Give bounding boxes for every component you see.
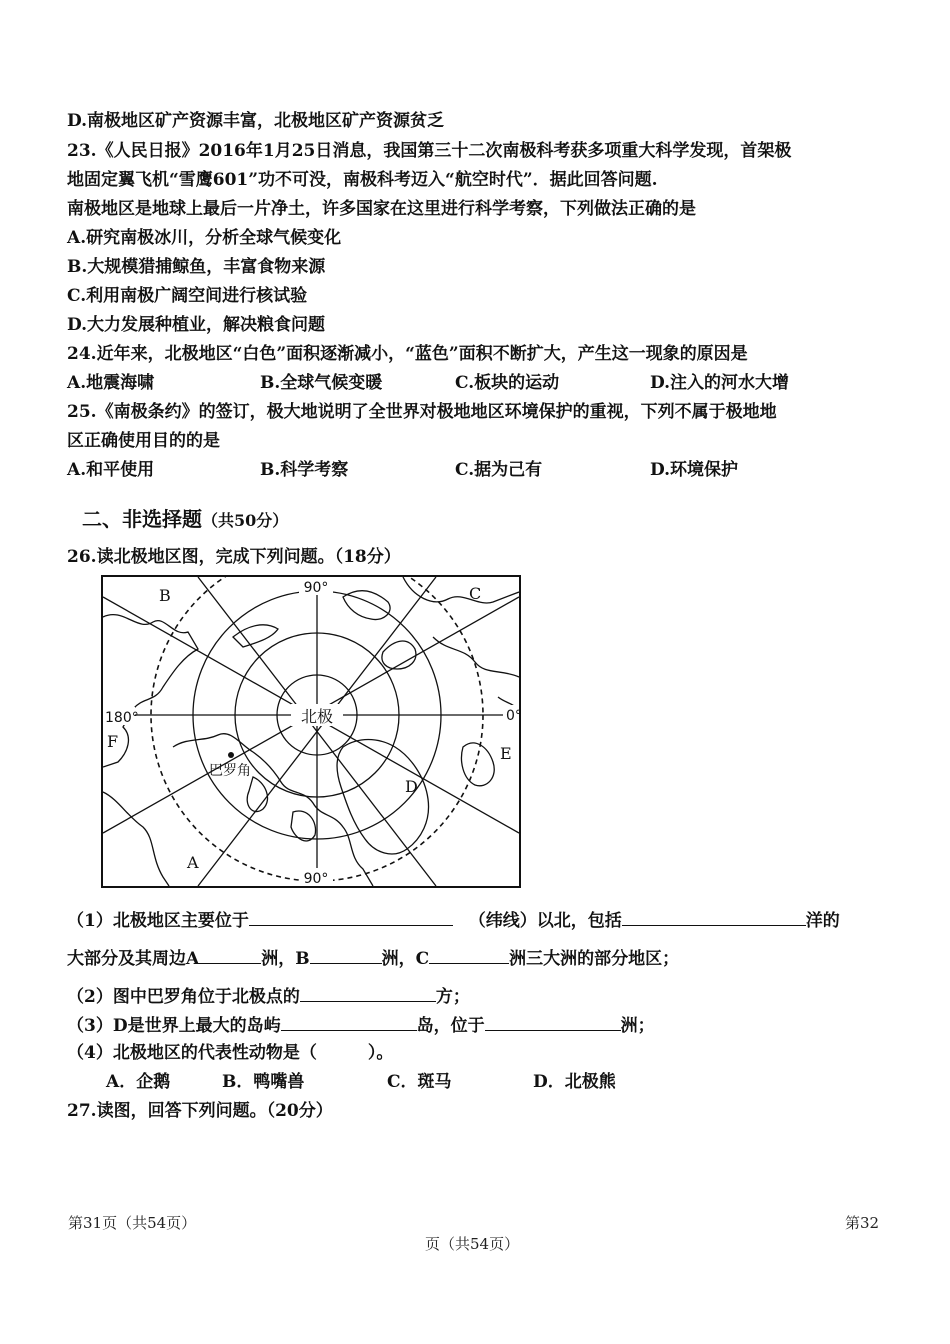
north-america-west-coastline: [103, 792, 169, 886]
q26-p3a: （3）D是世界上最大的岛屿: [67, 1016, 281, 1036]
q24-option-d: D.注入的河水大增: [650, 373, 790, 393]
q25-option-d: D.环境保护: [650, 460, 739, 480]
question-26-stem: 26.读北极地区图，完成下列问题。（18分）: [67, 547, 401, 567]
q26-p1d: 大部分及其周边A: [67, 949, 200, 969]
q26-p2a: （2）图中巴罗角位于北极点的: [67, 987, 300, 1007]
answer-blank-ocean[interactable]: [622, 907, 806, 926]
q26-part3: [67, 1012, 655, 1038]
map-label-a: A: [187, 853, 199, 872]
europe-coastline: [403, 577, 519, 603]
q26-option-a: A．企鹅: [106, 1072, 171, 1092]
q26-p1g: 洲三大洲的部分地区；: [509, 949, 680, 969]
q26-p1f: 洲，C: [381, 949, 430, 969]
greenland-outline: [337, 740, 428, 854]
answer-blank-latitude[interactable]: [249, 907, 453, 926]
option-c: C.利用南极广阔空间进行核试验: [67, 286, 308, 306]
q26-p1b: （纬线）以北，包括: [468, 911, 622, 931]
question-25-stem: 25.《南极条约》的签订，极大地说明了全世界对极地地区环境保护的重视，下列不属于极地地: [67, 402, 777, 422]
iceland-outline: [462, 743, 495, 786]
question-23-stem-cont: 地固定翼飞机“雪鹰601”功不可没，南极科考迈入“航空时代”．据此回答问题.: [67, 170, 658, 190]
footer-page-bottom: 页（共54页）: [425, 1235, 520, 1253]
arctic-map: [101, 575, 521, 888]
q26-p3c: 洲；: [620, 1016, 655, 1036]
map-label-d: D: [405, 777, 418, 796]
question-24-stem: 24.近年来，北极地区“白色”面积逐渐减小，“蓝色”面积不断扩大，产生这一现象的原因是: [67, 344, 748, 364]
q26-option-c: C．斑马: [387, 1072, 452, 1092]
option-d: D.大力发展种植业，解决粮食问题: [67, 315, 326, 335]
answer-blank-continent-c[interactable]: [429, 945, 509, 964]
barrow-label: 巴罗角: [209, 763, 251, 779]
q26-p1c: 洋的: [805, 911, 840, 931]
footer-page-left: 第31页（共54页）: [68, 1214, 197, 1232]
question-23-stem: 23.《人民日报》2016年1月25日消息，我国第三十二次南极科考获多项重大科学发现，首架极: [67, 141, 792, 161]
meridian-0-label: 0°: [506, 708, 522, 724]
answer-blank-island[interactable]: [281, 1012, 417, 1031]
answer-blank-continent-b[interactable]: [310, 945, 382, 964]
section-points: （共50分）: [202, 511, 289, 530]
option-a: A.研究南极冰川，分析全球气候变化: [67, 228, 342, 248]
section-title: 二、非选择题: [82, 507, 202, 531]
q26-p1a: （1）北极地区主要位于: [67, 911, 249, 931]
new-siberia-islands: [233, 625, 278, 647]
island: [247, 777, 267, 812]
q25-option-b: B.科学考察: [260, 460, 349, 480]
q26-part1-line1: [67, 907, 840, 933]
q25-option-a: A.和平使用: [67, 460, 155, 480]
option-line: D.南极地区矿产资源丰富，北极地区矿产资源贫乏: [67, 111, 445, 131]
q24-option-b: B.全球气候变暖: [260, 373, 383, 393]
q26-option-d: D．北极熊: [533, 1072, 616, 1092]
north-america-coastline: [173, 734, 373, 886]
q26-part4: （4）北极地区的代表性动物是（ ）。: [67, 1043, 394, 1063]
north-pole-label: 北极: [300, 707, 334, 726]
map-label-e: E: [500, 744, 512, 763]
meridian-90-top-label: 90°: [303, 580, 329, 596]
meridian-90-bottom-label: 90°: [303, 871, 329, 887]
q25-option-c: C.据为己有: [455, 460, 543, 480]
q26-p3b: 岛，位于: [416, 1016, 485, 1036]
barrow-point-marker: [228, 752, 234, 758]
q26-part1-line2: [67, 945, 679, 971]
section-heading: [82, 503, 288, 532]
q26-p2b: 方；: [435, 987, 470, 1007]
option-b: B.大规模猎捕鲸鱼，丰富食物来源: [67, 257, 326, 277]
question-25-stem-cont: 区正确使用目的的是: [67, 431, 220, 451]
q24-option-c: C.板块的运动: [455, 373, 560, 393]
q26-part2: [67, 983, 470, 1009]
scandinavia-coastline: [433, 637, 519, 677]
answer-blank-island-continent[interactable]: [485, 1012, 621, 1031]
arctic-map-svg: [103, 577, 522, 887]
answer-blank-continent-a[interactable]: [199, 945, 261, 964]
meridian-180-label: 180°: [105, 710, 139, 726]
question-27-stem: 27.读图，回答下列问题。（20分）: [67, 1101, 333, 1121]
answer-blank-direction[interactable]: [300, 983, 436, 1002]
map-label-b: B: [159, 586, 171, 605]
q26-option-b: B．鸭嘴兽: [222, 1072, 305, 1092]
map-label-c: C: [469, 584, 482, 603]
q26-p1e: 洲，B: [261, 949, 310, 969]
q24-option-a: A.地震海啸: [67, 373, 155, 393]
footer-page-right: 第32: [845, 1214, 880, 1232]
question-23-prompt: 南极地区是地球上最后一片净土，许多国家在这里进行科学考察，下列做法正确的是: [67, 199, 696, 219]
map-label-f: F: [107, 732, 119, 751]
